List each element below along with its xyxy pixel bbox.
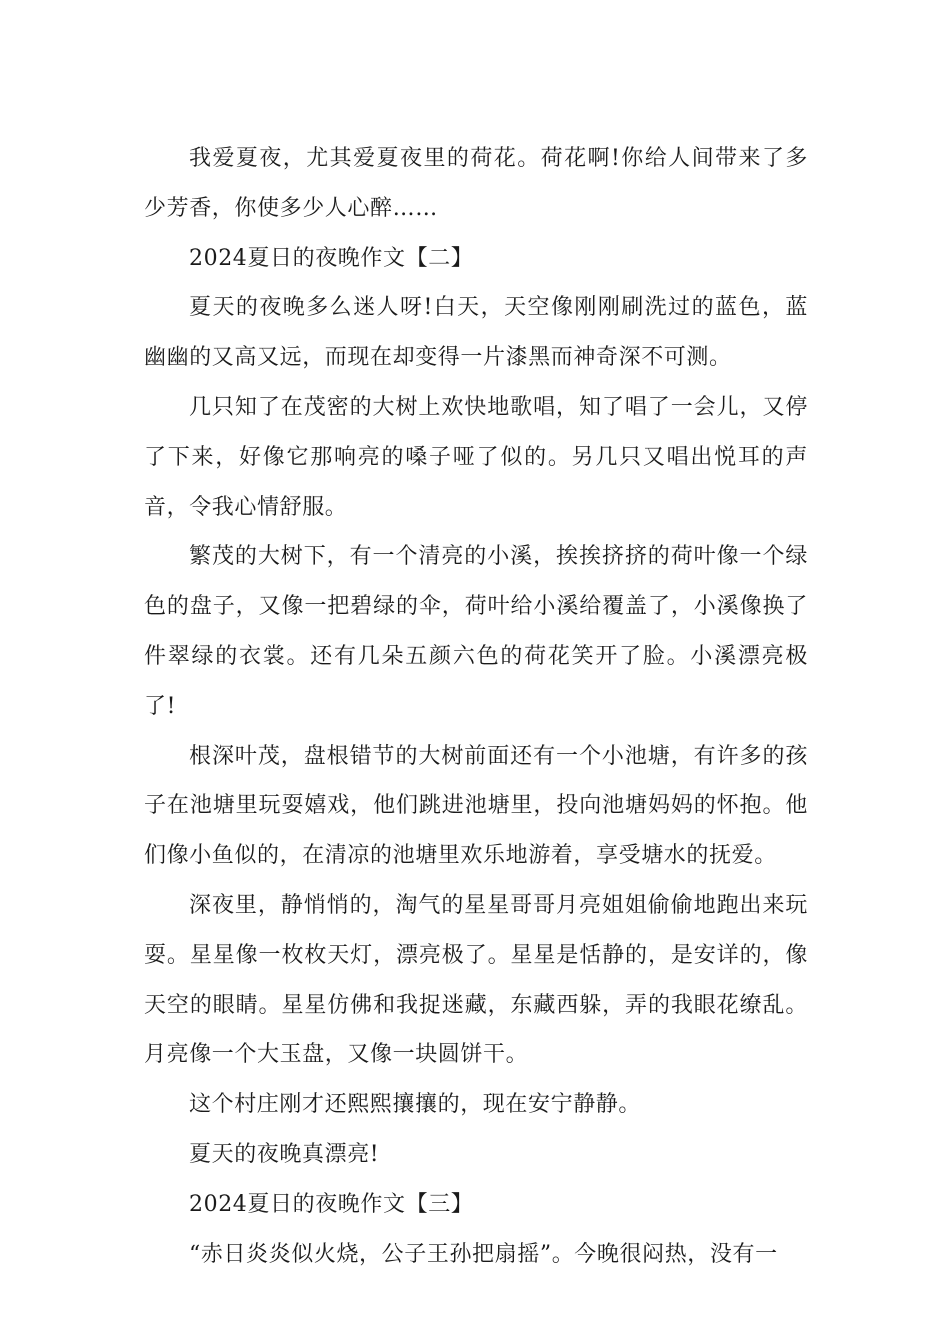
paragraph: 根深叶茂，盘根错节的大树前面还有一个小池塘，有许多的孩子在池塘里玩耍嬉戏，他们跳进池塘里，投向池塘妈妈的怀抱。他们像小鱼似的，在清凉的池塘里欢乐地游着，享受塘水的抚爱。 [144,743,808,869]
document-body [144,134,808,1279]
paragraph: 这个村庄刚才还熙熙攘攘的，现在安宁静静。 [189,1092,642,1118]
paragraph: 深夜里，静悄悄的，淘气的星星哥哥月亮姐姐偷偷地跑出来玩耍。星星像一枚枚天灯，漂亮极了。星星是恬静的，是安详的，像天空的眼睛。星星仿佛和我捉迷藏，东藏西躲，弄的我眼花缭乱。月亮像一个大玉盘，又像一块圆饼干。 [144,892,808,1068]
paragraph: 繁茂的大树下，有一个清亮的小溪，挨挨挤挤的荷叶像一个绿色的盘子，又像一把碧绿的伞，荷叶给小溪给覆盖了，小溪像换了件翠绿的衣裳。还有几朵五颜六色的荷花笑开了脸。小溪漂亮极了! [144,544,808,719]
paragraph: 几只知了在茂密的大树上欢快地歌唱，知了唱了一会儿，又停了下来，好像它那响亮的嗓子哑了似的。另几只又唱出悦耳的声音，令我心情舒服。 [144,394,808,520]
paragraph: 夏天的夜晚真漂亮! [189,1141,380,1167]
paragraph: 夏天的夜晚多么迷人呀!白天，天空像刚刚刷洗过的蓝色，蓝幽幽的又高又远，而现在却变得一片漆黑而神奇深不可测。 [144,295,808,371]
paragraph: 我爱夏夜，尤其爱夏夜里的荷花。荷花啊!你给人间带来了多少芳香，你使多少人心醉…… [144,146,808,221]
section-heading: 2024夏日的夜晚作文【二】 [189,245,474,271]
section-heading: 2024夏日的夜晚作文【三】 [189,1191,474,1217]
paragraph: “赤日炎炎似火烧，公子王孙把扇摇”。今晚很闷热，没有一 [189,1241,778,1267]
